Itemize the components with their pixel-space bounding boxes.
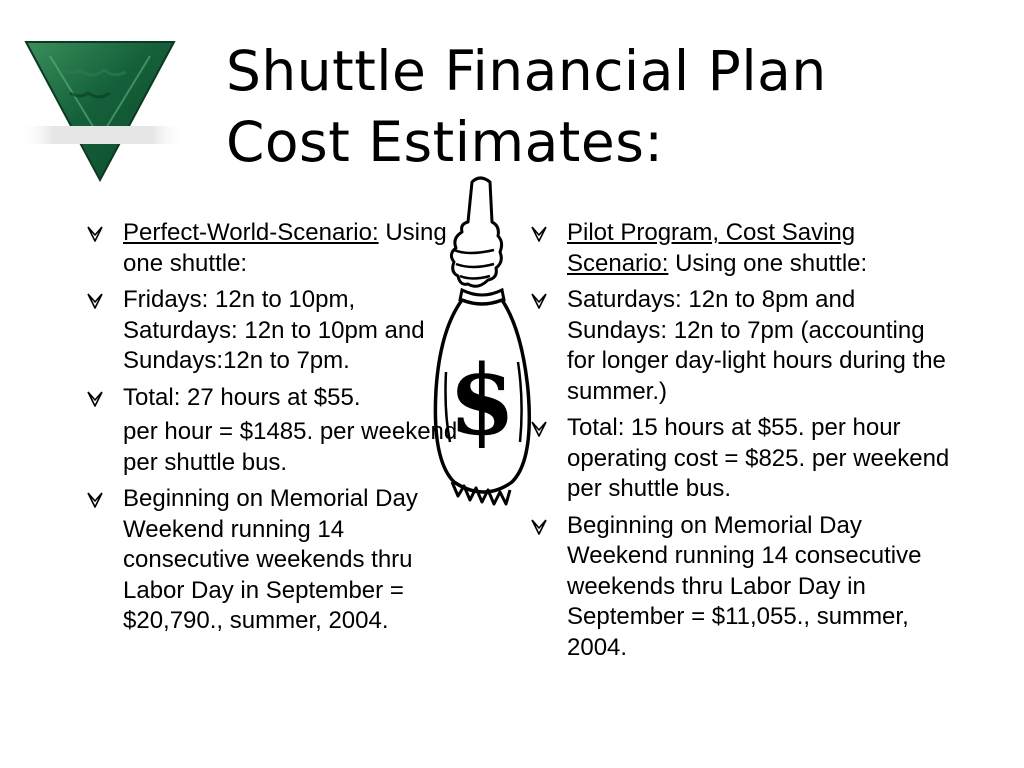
right-item-schedule: Saturdays: 12n to 8pm and Sundays: 12n to 7pm (accounting for longer day-light hours during the summer.) [567,286,946,405]
left-item-total-cont: per hour = $1485. per weekend per shuttle bus. [123,418,458,476]
right-heading-rest: Using one shuttle: [675,249,868,277]
slide-title [226,36,827,178]
list-item [530,511,950,664]
list-item [530,413,950,505]
check-arrow-bullet-icon [530,420,548,438]
list-item [86,285,476,377]
list-item [86,484,476,637]
list-item-continuation [86,417,476,478]
check-arrow-bullet-icon [530,225,548,243]
left-heading-rest: Using one shuttle: [123,219,447,277]
right-item-season: Beginning on Memorial Day Weekend running 14 consecutive weekends thru Labor Day in September = $11,055., summer, 2004. [567,511,922,661]
right-heading: Pilot Program, Cost Saving Scenario: [567,219,856,277]
title-line-2: Cost Estimates: [226,110,664,174]
svg-text:$: $ [448,344,516,457]
list-item [86,383,476,414]
list-item [530,218,950,279]
title-line-1: Shuttle Financial Plan [226,39,827,103]
check-arrow-bullet-icon [530,292,548,310]
list-item [86,218,476,279]
list-item [530,285,950,407]
left-bullet-list [86,218,476,643]
check-arrow-bullet-icon [530,518,548,536]
check-arrow-bullet-icon [86,491,104,509]
left-heading: Perfect-World-Scenario: [123,219,379,246]
right-item-total: Total: 15 hours at $55. per hour operating cost = $825. per weekend per shuttle bus. [567,414,950,502]
check-arrow-bullet-icon [86,225,104,243]
left-item-season: Beginning on Memorial Day Weekend running 14 consecutive weekends thru Labor Day in September = $20,790., summer, 2004. [123,485,418,634]
check-arrow-bullet-icon [86,390,104,408]
green-triangle-logo [20,38,185,188]
right-bullet-list [530,218,950,669]
left-item-total: Total: 27 hours at $55. [123,383,361,411]
left-item-schedule: Fridays: 12n to 10pm, Saturdays: 12n to 10pm and Sundays:12n to 7pm. [123,286,425,374]
check-arrow-bullet-icon [86,292,104,310]
